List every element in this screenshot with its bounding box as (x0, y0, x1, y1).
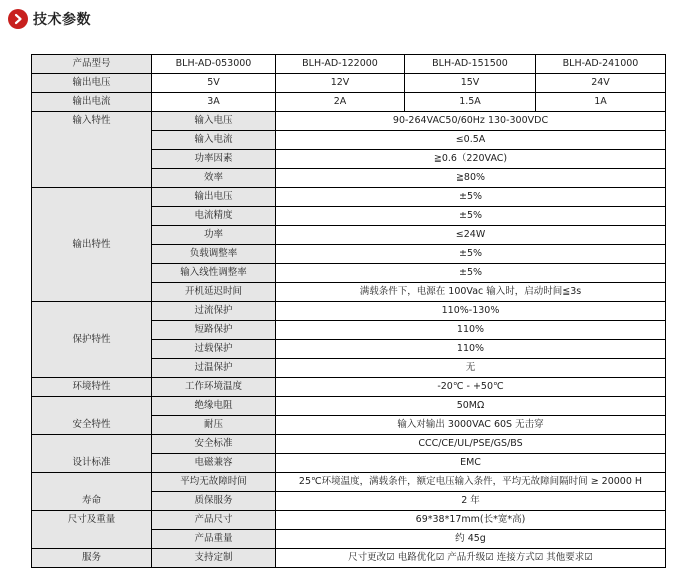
table-row (32, 55, 666, 74)
group-label-size: 尺寸及重量 (32, 511, 152, 549)
param-label: 过载保护 (152, 340, 276, 359)
param-label: 支持定制 (152, 549, 276, 568)
param-label: 耐压 (152, 416, 276, 435)
table-row (32, 549, 666, 568)
model-cell: BLH-AD-122000 (276, 55, 405, 74)
param-label: 负载调整率 (152, 245, 276, 264)
spec-table (31, 54, 666, 568)
table-row (32, 93, 666, 112)
row-label-output-voltage: 输出电压 (32, 74, 152, 93)
param-label: 过温保护 (152, 359, 276, 378)
param-label: 工作环境温度 (152, 378, 276, 397)
param-label: 输入电压 (152, 112, 276, 131)
param-label: 效率 (152, 169, 276, 188)
param-value: ±5% (276, 245, 666, 264)
param-label: 开机延迟时间 (152, 283, 276, 302)
row-label-model: 产品型号 (32, 55, 152, 74)
table-row (32, 112, 666, 131)
param-value: EMC (276, 454, 666, 473)
chevron-right-icon (8, 9, 28, 29)
table-row (32, 397, 666, 416)
param-value: 69*38*17mm(长*宽*高) (276, 511, 666, 530)
table-row (32, 74, 666, 93)
group-label-safety: 安全特性 (32, 397, 152, 435)
param-value: ≤0.5A (276, 131, 666, 150)
current-cell: 3A (152, 93, 276, 112)
model-cell: BLH-AD-053000 (152, 55, 276, 74)
param-value: 无 (276, 359, 666, 378)
param-value: ≧80% (276, 169, 666, 188)
row-label-output-current: 输出电流 (32, 93, 152, 112)
param-label: 短路保护 (152, 321, 276, 340)
param-value: -20℃ - +50℃ (276, 378, 666, 397)
param-label: 功率 (152, 226, 276, 245)
voltage-cell: 24V (536, 74, 666, 93)
param-label: 绝缘电阻 (152, 397, 276, 416)
param-value: CCC/CE/UL/PSE/GS/BS (276, 435, 666, 454)
param-value: 约 45g (276, 530, 666, 549)
group-label-protection: 保护特性 (32, 302, 152, 378)
param-label: 输入电流 (152, 131, 276, 150)
param-value: 2 年 (276, 492, 666, 511)
param-value: ±5% (276, 188, 666, 207)
param-label: 输入线性调整率 (152, 264, 276, 283)
param-value: 输入对输出 3000VAC 60S 无击穿 (276, 416, 666, 435)
param-value: 50MΩ (276, 397, 666, 416)
table-row (32, 511, 666, 530)
param-label: 产品重量 (152, 530, 276, 549)
voltage-cell: 5V (152, 74, 276, 93)
section-header (8, 6, 91, 32)
param-label: 质保服务 (152, 492, 276, 511)
param-value: ≧0.6（220VAC) (276, 150, 666, 169)
group-label-input: 输入特性 (32, 112, 152, 188)
model-cell: BLH-AD-151500 (405, 55, 536, 74)
param-label: 过流保护 (152, 302, 276, 321)
param-label: 安全标准 (152, 435, 276, 454)
group-label-output: 输出特性 (32, 188, 152, 302)
current-cell: 1A (536, 93, 666, 112)
table-row (32, 435, 666, 454)
param-value: 90-264VAC50/60Hz 130-300VDC (276, 112, 666, 131)
section-title: 技术参数 (33, 12, 91, 28)
param-value: ±5% (276, 264, 666, 283)
group-label-service: 服务 (32, 549, 152, 568)
table-row (32, 378, 666, 397)
param-label: 电流精度 (152, 207, 276, 226)
table-row (32, 302, 666, 321)
param-value: 25℃环境温度，满载条件，额定电压输入条件，平均无故障间隔时间 ≥ 20000 H (276, 473, 666, 492)
param-value: 110%-130% (276, 302, 666, 321)
param-value: 110% (276, 321, 666, 340)
table-row (32, 188, 666, 207)
voltage-cell: 15V (405, 74, 536, 93)
param-label: 产品尺寸 (152, 511, 276, 530)
model-cell: BLH-AD-241000 (536, 55, 666, 74)
param-value: 满载条件下，电源在 100Vac 输入时，启动时间≦3s (276, 283, 666, 302)
param-label: 功率因素 (152, 150, 276, 169)
group-label-design: 设计标准 (32, 435, 152, 473)
param-value: 110% (276, 340, 666, 359)
param-value: ±5% (276, 207, 666, 226)
group-label-life: 寿命 (32, 473, 152, 511)
param-label: 输出电压 (152, 188, 276, 207)
table-row (32, 473, 666, 492)
current-cell: 1.5A (405, 93, 536, 112)
current-cell: 2A (276, 93, 405, 112)
param-value: ≤24W (276, 226, 666, 245)
voltage-cell: 12V (276, 74, 405, 93)
param-value: 尺寸更改☑ 电路优化☑ 产品升级☑ 连接方式☑ 其他要求☑ (276, 549, 666, 568)
group-label-environment: 环境特性 (32, 378, 152, 397)
param-label: 平均无故障时间 (152, 473, 276, 492)
param-label: 电磁兼容 (152, 454, 276, 473)
